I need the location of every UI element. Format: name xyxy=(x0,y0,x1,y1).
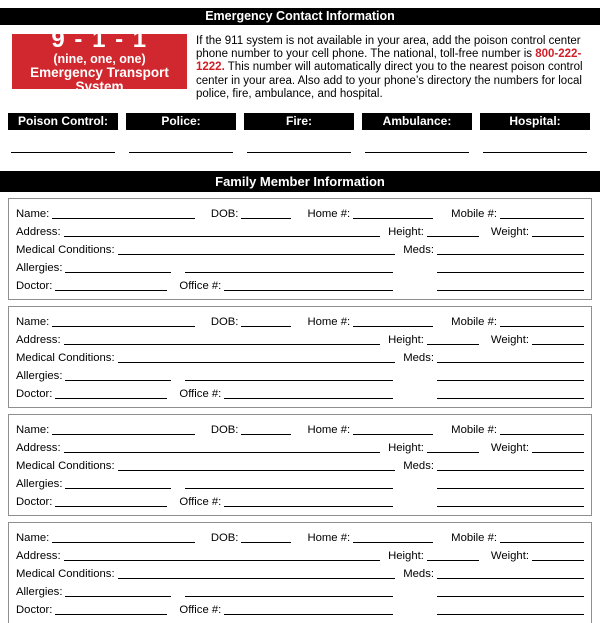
weight-label: Weight: xyxy=(490,550,529,563)
office-number-label: Office #: xyxy=(179,496,222,509)
doctor-label: Doctor: xyxy=(16,280,53,293)
meds-fill-line-3 xyxy=(437,506,584,507)
member-row-doctor xyxy=(16,383,584,401)
member-row-address xyxy=(16,221,584,239)
allergies-label: Allergies: xyxy=(16,370,63,383)
911-words: (nine, one, one) xyxy=(53,52,146,66)
section-header-emergency xyxy=(0,8,600,25)
member-row-doctor xyxy=(16,599,584,617)
home-number-fill-line xyxy=(353,218,433,219)
dob-label: DOB: xyxy=(210,316,239,329)
office-number-label: Office #: xyxy=(179,388,222,401)
contact-label-hospital: Hospital: xyxy=(480,113,590,130)
allergies-fill-line xyxy=(65,596,171,597)
doctor-label: Doctor: xyxy=(16,388,53,401)
address-fill-line xyxy=(64,344,381,345)
family-members-list xyxy=(8,198,592,623)
mobile-number-label: Mobile #: xyxy=(451,424,497,437)
home-number-fill-line xyxy=(353,326,433,327)
address-fill-line xyxy=(64,560,381,561)
member-row-name xyxy=(16,203,584,221)
doctor-label: Doctor: xyxy=(16,604,53,617)
911-system-name: Emergency Transport System xyxy=(30,65,169,94)
doctor-fill-line xyxy=(55,506,167,507)
allergies-fill-line xyxy=(65,488,171,489)
mobile-number-fill-line xyxy=(500,218,584,219)
office-number-fill-line xyxy=(224,506,393,507)
contact-fill-column xyxy=(244,152,354,153)
police-fill-line xyxy=(129,152,233,153)
home-number-fill-line xyxy=(353,434,433,435)
height-label: Height: xyxy=(388,550,424,563)
family-member-block xyxy=(8,522,592,623)
address-label: Address: xyxy=(16,442,61,455)
contact-label-ambulance: Ambulance: xyxy=(362,113,472,130)
allergies-label: Allergies: xyxy=(16,586,63,599)
member-row-medical xyxy=(16,455,584,473)
allergies-fill-line-2 xyxy=(185,596,393,597)
weight-label: Weight: xyxy=(490,226,529,239)
home-number-label: Home #: xyxy=(307,316,351,329)
family-member-block xyxy=(8,414,592,516)
meds-fill-line-3 xyxy=(437,614,584,615)
height-fill-line xyxy=(427,236,479,237)
home-number-label: Home #: xyxy=(307,208,351,221)
member-row-name xyxy=(16,527,584,545)
dob-label: DOB: xyxy=(210,424,239,437)
contact-fill-column xyxy=(126,152,236,153)
member-row-address xyxy=(16,437,584,455)
contact-label-poison-control: Poison Control: xyxy=(8,113,118,130)
member-row-medical xyxy=(16,239,584,257)
member-row-doctor xyxy=(16,491,584,509)
mobile-number-label: Mobile #: xyxy=(451,208,497,221)
height-label: Height: xyxy=(388,334,424,347)
meds-fill-line xyxy=(437,470,584,471)
medical-conditions-label: Medical Conditions: xyxy=(16,244,115,257)
allergies-fill-line xyxy=(65,272,171,273)
name-fill-line xyxy=(52,434,195,435)
name-fill-line xyxy=(52,542,195,543)
dob-fill-line xyxy=(241,326,291,327)
member-row-name xyxy=(16,419,584,437)
address-fill-line xyxy=(64,236,381,237)
office-number-label: Office #: xyxy=(179,604,222,617)
allergies-fill-line-2 xyxy=(185,488,393,489)
doctor-fill-line xyxy=(55,614,167,615)
meds-fill-line-2 xyxy=(437,596,584,597)
medical-conditions-label: Medical Conditions: xyxy=(16,568,115,581)
height-label: Height: xyxy=(388,442,424,455)
height-label: Height: xyxy=(388,226,424,239)
office-number-label: Office #: xyxy=(179,280,222,293)
allergies-label: Allergies: xyxy=(16,262,63,275)
address-fill-line xyxy=(64,452,381,453)
address-label: Address: xyxy=(16,334,61,347)
allergies-fill-line xyxy=(65,380,171,381)
member-row-medical xyxy=(16,347,584,365)
office-number-fill-line xyxy=(224,398,393,399)
section-header-emergency-title: Emergency Contact Information xyxy=(205,9,395,23)
meds-fill-line-2 xyxy=(437,380,584,381)
weight-label: Weight: xyxy=(490,442,529,455)
emergency-contacts-row xyxy=(8,113,590,130)
member-row-address xyxy=(16,329,584,347)
member-row-allergies xyxy=(16,257,584,275)
meds-fill-line-2 xyxy=(437,488,584,489)
home-number-label: Home #: xyxy=(307,532,351,545)
top-info-row xyxy=(12,26,592,101)
allergies-fill-line-2 xyxy=(185,380,393,381)
meds-fill-line-3 xyxy=(437,290,584,291)
dob-fill-line xyxy=(241,434,291,435)
poison-control-fill-line xyxy=(11,152,115,153)
office-number-fill-line xyxy=(224,614,393,615)
height-fill-line xyxy=(427,560,479,561)
hospital-fill-line xyxy=(483,152,587,153)
meds-label: Meds: xyxy=(403,460,434,473)
meds-fill-line xyxy=(437,578,584,579)
intro-text-before: If the 911 system is not available in your area, add the poison control center phone number to your cell phone. The national, toll-free number is xyxy=(196,35,581,61)
section-header-family-title: Family Member Information xyxy=(215,174,385,190)
meds-fill-line-2 xyxy=(437,272,584,273)
name-label: Name: xyxy=(16,424,50,437)
doctor-fill-line xyxy=(55,398,167,399)
weight-fill-line xyxy=(532,236,584,237)
height-fill-line xyxy=(427,344,479,345)
member-row-allergies xyxy=(16,365,584,383)
poison-control-phone-number: 800-222-1222. xyxy=(196,48,582,74)
911-number: 9 - 1 - 1 xyxy=(51,26,148,53)
doctor-fill-line xyxy=(55,290,167,291)
address-label: Address: xyxy=(16,550,61,563)
medical-conditions-label: Medical Conditions: xyxy=(16,460,115,473)
name-label: Name: xyxy=(16,316,50,329)
doctor-label: Doctor: xyxy=(16,496,53,509)
member-row-name xyxy=(16,311,584,329)
height-fill-line xyxy=(427,452,479,453)
meds-fill-line xyxy=(437,362,584,363)
dob-label: DOB: xyxy=(210,532,239,545)
weight-fill-line xyxy=(532,560,584,561)
contact-label-police: Police: xyxy=(126,113,236,130)
member-row-allergies xyxy=(16,581,584,599)
mobile-number-label: Mobile #: xyxy=(451,532,497,545)
mobile-number-label: Mobile #: xyxy=(451,316,497,329)
member-row-address xyxy=(16,545,584,563)
emergency-contacts-fill-lines xyxy=(8,152,590,153)
dob-fill-line xyxy=(241,218,291,219)
office-number-fill-line xyxy=(224,290,393,291)
contact-fill-column xyxy=(362,152,472,153)
dob-label: DOB: xyxy=(210,208,239,221)
meds-label: Meds: xyxy=(403,568,434,581)
intro-text-after: This number will automatically direct you to the nearest poison control center in your area. Also add to your phone’s directory the numbers for local police, fire, ambulance, and hospital. xyxy=(196,61,583,100)
mobile-number-fill-line xyxy=(500,326,584,327)
family-member-block xyxy=(8,306,592,408)
intro-paragraph xyxy=(196,35,592,101)
meds-label: Meds: xyxy=(403,244,434,257)
family-member-block xyxy=(8,198,592,300)
name-fill-line xyxy=(52,218,195,219)
name-fill-line xyxy=(52,326,195,327)
meds-fill-line-3 xyxy=(437,398,584,399)
name-label: Name: xyxy=(16,208,50,221)
contact-label-fire: Fire: xyxy=(244,113,354,130)
allergies-fill-line-2 xyxy=(185,272,393,273)
weight-label: Weight: xyxy=(490,334,529,347)
name-label: Name: xyxy=(16,532,50,545)
member-row-medical xyxy=(16,563,584,581)
section-header-family xyxy=(0,171,600,192)
home-number-fill-line xyxy=(353,542,433,543)
fire-fill-line xyxy=(247,152,351,153)
ambulance-fill-line xyxy=(365,152,469,153)
dob-fill-line xyxy=(241,542,291,543)
allergies-label: Allergies: xyxy=(16,478,63,491)
address-label: Address: xyxy=(16,226,61,239)
medical-conditions-fill-line xyxy=(118,254,396,255)
member-row-doctor xyxy=(16,275,584,293)
member-row-allergies xyxy=(16,473,584,491)
mobile-number-fill-line xyxy=(500,542,584,543)
meds-label: Meds: xyxy=(403,352,434,365)
weight-fill-line xyxy=(532,344,584,345)
medical-conditions-fill-line xyxy=(118,578,396,579)
contact-fill-column xyxy=(480,152,590,153)
medical-conditions-label: Medical Conditions: xyxy=(16,352,115,365)
home-number-label: Home #: xyxy=(307,424,351,437)
mobile-number-fill-line xyxy=(500,434,584,435)
911-callout-box xyxy=(12,26,187,94)
meds-fill-line xyxy=(437,254,584,255)
medical-conditions-fill-line xyxy=(118,470,396,471)
contact-fill-column xyxy=(8,152,118,153)
weight-fill-line xyxy=(532,452,584,453)
medical-conditions-fill-line xyxy=(118,362,396,363)
